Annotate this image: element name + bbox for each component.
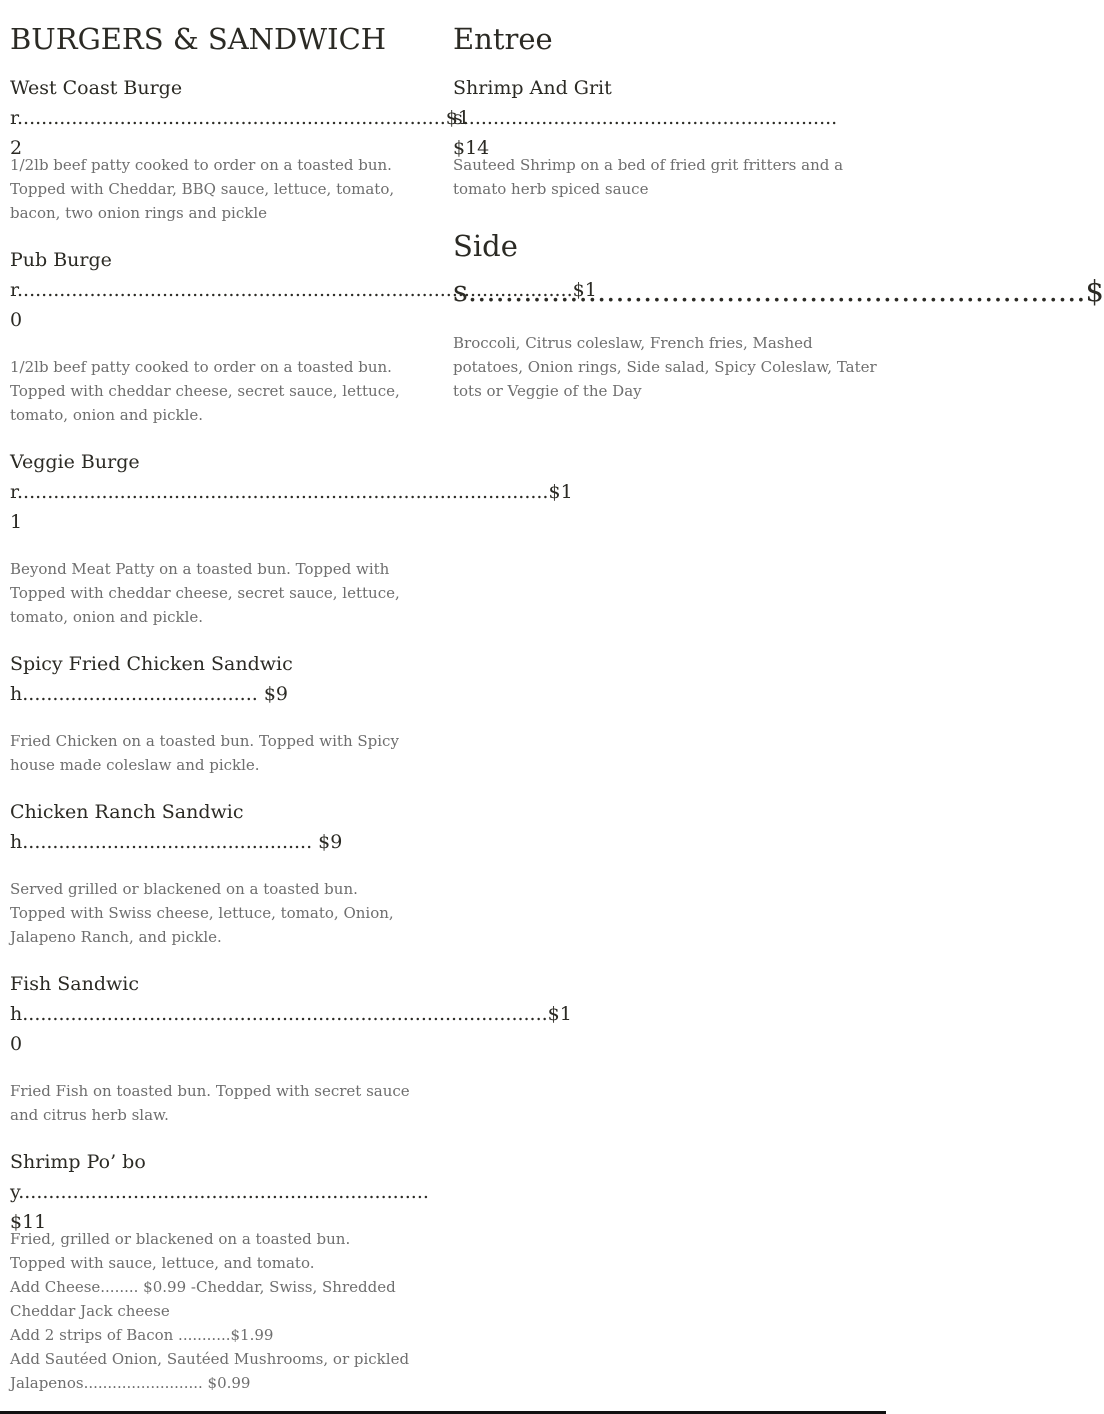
menu-item-description: Sauteed Shrimp on a bed of fried grit fritters and a tomato herb spiced sauce: [453, 156, 844, 198]
menu-item-title: Fish Sandwich.......................................................................................$10: [10, 973, 572, 1055]
sides-title: Sides...................................................................$: [453, 229, 1104, 308]
menu-item-description: Fried Chicken on a toasted bun. Topped with Spicy house made coleslaw and pickle.: [10, 732, 399, 774]
menu-item-title: Veggie Burger........................................................................................$11: [10, 451, 573, 533]
menu-item-description: Fried Fish on toasted bun. Topped with secret sauce and citrus herb slaw.: [10, 1082, 410, 1124]
menu-item-description: 1/2lb beef patty cooked to order on a toasted bun. Topped with cheddar cheese, secret sauce, lettuce, tomato, onion and pickle.: [10, 358, 400, 424]
menu-item-title: Spicy Fried Chicken Sandwich....................................... $9: [10, 653, 293, 705]
sides-description: Broccoli, Citrus coleslaw, French fries, Mashed potatoes, Onion rings, Side salad, Spicy Coleslaw, Tater tots or Veggie of the Day: [453, 334, 877, 400]
addon-bacon: Add 2 strips of Bacon ...........$1.99: [10, 1326, 274, 1344]
menu-item-title: Shrimp And Grits.............................................................. $14: [453, 77, 838, 159]
addon-onion-mushroom-jalapeno: Add Sautéed Onion, Sautéed Mushrooms, or pickled Jalapenos......................... $0.99: [10, 1350, 410, 1392]
burgers-section-title: BURGERS & SANDWICH: [10, 22, 387, 56]
menu-item-description: Served grilled or blackened on a toasted bun. Topped with Swiss cheese, lettuce, tomato, Onion, Jalapeno Ranch, and pickle.: [10, 880, 394, 946]
menu-item-description: Beyond Meat Patty on a toasted bun. Topped with Topped with cheddar cheese, secret sauce, lettuce, tomato, onion and pickle.: [10, 560, 400, 626]
menu-item-description: Fried, grilled or blackened on a toasted bun. Topped with sauce, lettuce, and tomato.: [10, 1230, 351, 1272]
addon-cheese: Add Cheese........ $0.99 -Cheddar, Swiss, Shredded Cheddar Jack cheese: [10, 1278, 396, 1320]
menu-item-title: Chicken Ranch Sandwich................................................ $9: [10, 801, 343, 853]
menu-item-title: Pub Burger............................................................................................$10: [10, 249, 597, 331]
menu-item-description: 1/2lb beef patty cooked to order on a toasted bun. Topped with Cheddar, BBQ sauce, lettuce, tomato, bacon, two onion rings and pickle: [10, 156, 395, 222]
entree-section-title: Entree: [453, 22, 553, 56]
menu-item-title: Shrimp Po’ boy.................................................................... $11: [10, 1151, 429, 1233]
menu-item-title: West Coast Burger.......................................................................$12: [10, 77, 470, 159]
